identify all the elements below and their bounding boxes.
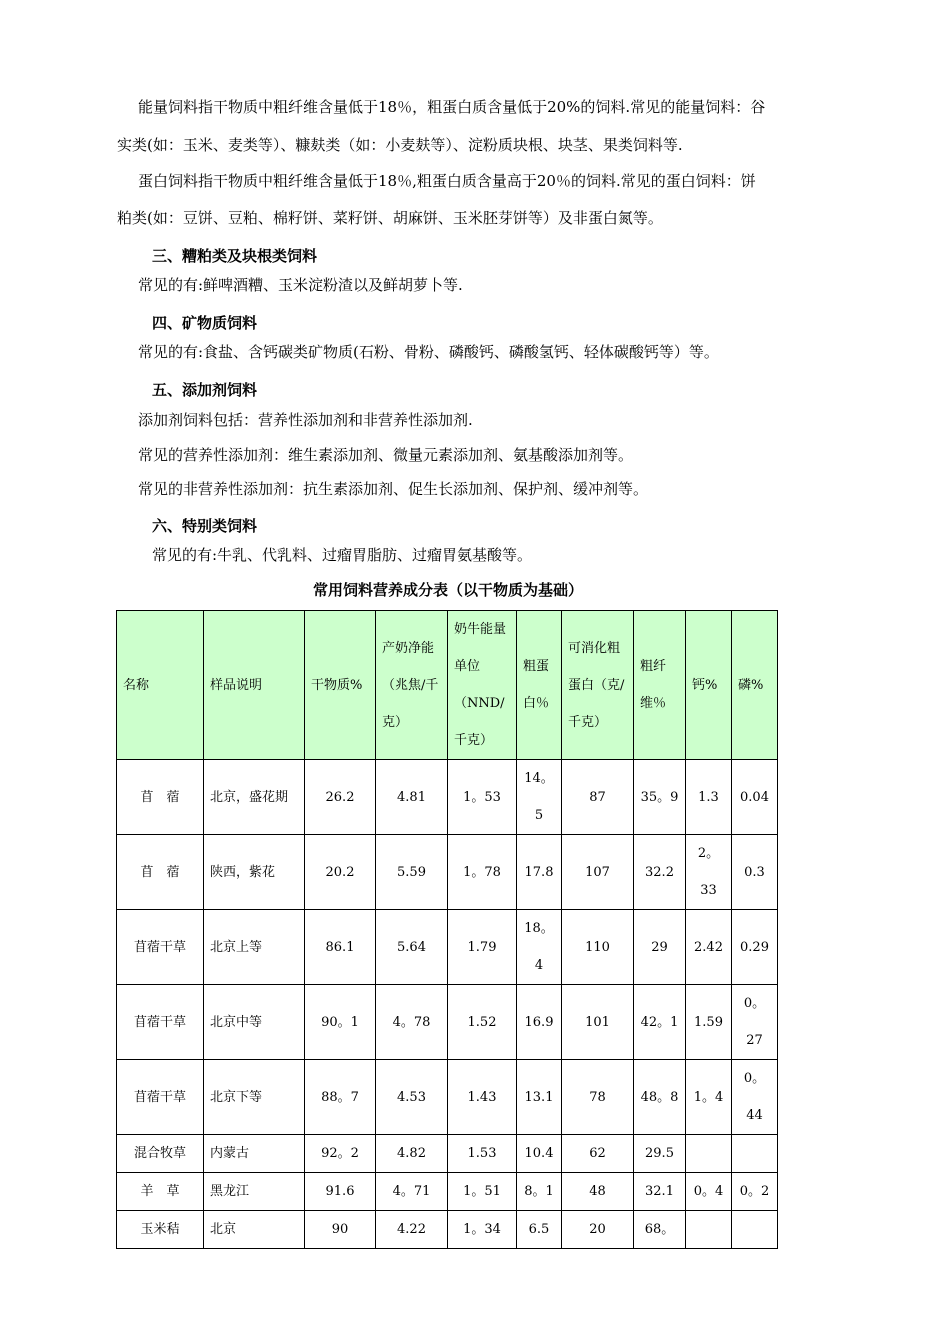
table-cell: 北京下等 [204, 1060, 305, 1135]
table-cell [732, 1211, 778, 1249]
table-cell: 黑龙江 [204, 1173, 305, 1211]
table-cell: 2.42 [686, 910, 732, 985]
table-cell: 6.5 [517, 1211, 562, 1249]
table-cell: 4.81 [376, 760, 448, 835]
table-cell: 4。71 [376, 1173, 448, 1211]
table-cell: 90。1 [305, 985, 376, 1060]
table-cell: 苜 蓿 [117, 835, 204, 910]
table-cell: 35。9 [634, 760, 686, 835]
table-cell: 91.6 [305, 1173, 376, 1211]
table-cell: 1.52 [448, 985, 517, 1060]
table-cell: 1.59 [686, 985, 732, 1060]
table-row [117, 760, 778, 835]
table-cell: 1。78 [448, 835, 517, 910]
feed-nutrition-table [116, 610, 778, 1249]
table-header-row [117, 611, 778, 760]
text-section-5a: 添加剂饲料包括：营养性添加剂和非营养性添加剂. [138, 411, 473, 429]
table-cell: 1。4 [686, 1060, 732, 1135]
header-cell: 可消化粗蛋白（克/千克） [562, 611, 634, 760]
table-row [117, 910, 778, 985]
table-cell: 87 [562, 760, 634, 835]
table-cell: 4.82 [376, 1135, 448, 1173]
table-row [117, 835, 778, 910]
table-cell: 1。51 [448, 1173, 517, 1211]
table-cell [686, 1211, 732, 1249]
table-cell: 20.2 [305, 835, 376, 910]
table-cell: 0。4 [686, 1173, 732, 1211]
table-cell: 玉米秸 [117, 1211, 204, 1249]
table-row [117, 1135, 778, 1173]
table-cell: 88。7 [305, 1060, 376, 1135]
table-cell: 0.04 [732, 760, 778, 835]
table-cell: 苜 蓿 [117, 760, 204, 835]
header-cell: 粗蛋白％ [517, 611, 562, 760]
table-cell: 10.4 [517, 1135, 562, 1173]
table-cell: 羊 草 [117, 1173, 204, 1211]
paragraph-energy-line1: 能量饲料指干物质中粗纤维含量低于18％，粗蛋白质含量低于20%的饲料.常见的能量饲料：谷 [138, 98, 766, 116]
table-cell: 内蒙古 [204, 1135, 305, 1173]
table-cell: 0。2 [732, 1173, 778, 1211]
table-cell: 17.8 [517, 835, 562, 910]
table-cell: 62 [562, 1135, 634, 1173]
table-cell: 78 [562, 1060, 634, 1135]
table-cell: 29 [634, 910, 686, 985]
table-cell: 42。1 [634, 985, 686, 1060]
table-cell: 13.1 [517, 1060, 562, 1135]
table-cell: 苜蓿干草 [117, 910, 204, 985]
table-cell: 29.5 [634, 1135, 686, 1173]
table-cell: 20 [562, 1211, 634, 1249]
paragraph-energy-line2: 实类(如：玉米、麦类等）、糠麸类（如：小麦麸等）、淀粉质块根、块茎、果类饲料等. [117, 136, 683, 154]
table-cell: 0。44 [732, 1060, 778, 1135]
header-cell: 磷% [732, 611, 778, 760]
table-cell: 苜蓿干草 [117, 985, 204, 1060]
table-cell: 48。8 [634, 1060, 686, 1135]
table-cell: 1.3 [686, 760, 732, 835]
table-cell: 1。53 [448, 760, 517, 835]
table-cell: 5.59 [376, 835, 448, 910]
header-cell: 样品说明 [204, 611, 305, 760]
table-row [117, 1173, 778, 1211]
table-cell: 1.43 [448, 1060, 517, 1135]
header-cell: 产奶净能（兆焦/千克） [376, 611, 448, 760]
text-section-5c: 常见的非营养性添加剂：抗生素添加剂、促生长添加剂、保护剂、缓冲剂等。 [138, 480, 649, 498]
table-cell: 混合牧草 [117, 1135, 204, 1173]
header-cell: 名称 [117, 611, 204, 760]
table-cell: 14。5 [517, 760, 562, 835]
text-section-6: 常见的有:牛乳、代乳料、过瘤胃脂肪、过瘤胃氨基酸等。 [152, 546, 533, 564]
table-cell: 32.1 [634, 1173, 686, 1211]
text-section-5b: 常见的营养性添加剂：维生素添加剂、微量元素添加剂、氨基酸添加剂等。 [138, 446, 634, 464]
table-cell: 1。34 [448, 1211, 517, 1249]
header-cell: 干物质% [305, 611, 376, 760]
table-cell: 1.79 [448, 910, 517, 985]
header-cell: 奶牛能量单位（NND/千克） [448, 611, 517, 760]
table-cell: 92。2 [305, 1135, 376, 1173]
text-section-3: 常见的有:鲜啤酒糟、玉米淀粉渣以及鲜胡萝卜等. [138, 276, 463, 294]
table-cell: 4.53 [376, 1060, 448, 1135]
table-cell: 4.22 [376, 1211, 448, 1249]
table-cell: 北京中等 [204, 985, 305, 1060]
table-cell: 18。4 [517, 910, 562, 985]
table-cell: 0。27 [732, 985, 778, 1060]
heading-section-4: 四、矿物质饲料 [152, 314, 258, 332]
table-row [117, 1211, 778, 1249]
table-cell: 北京，盛花期 [204, 760, 305, 835]
table-cell: 陕西，紫花 [204, 835, 305, 910]
heading-section-6: 六、特别类饲料 [152, 517, 258, 535]
paragraph-protein-line2: 粕类(如：豆饼、豆粕、棉籽饼、菜籽饼、胡麻饼、玉米胚芽饼等）及非蛋白氮等。 [117, 209, 663, 227]
table-cell: 0.3 [732, 835, 778, 910]
table-cell: 26.2 [305, 760, 376, 835]
heading-section-5: 五、添加剂饲料 [152, 381, 258, 399]
table-cell: 1.53 [448, 1135, 517, 1173]
table-cell [686, 1135, 732, 1173]
table-cell: 90 [305, 1211, 376, 1249]
table-cell [732, 1135, 778, 1173]
table-cell: 北京上等 [204, 910, 305, 985]
table-cell: 2。33 [686, 835, 732, 910]
table-cell: 48 [562, 1173, 634, 1211]
table-cell: 4。78 [376, 985, 448, 1060]
table-row [117, 1060, 778, 1135]
table-row [117, 985, 778, 1060]
table-cell: 0.29 [732, 910, 778, 985]
paragraph-protein-line1: 蛋白饲料指干物质中粗纤维含量低于18％,粗蛋白质含量高于20％的饲料.常见的蛋白饲料：饼 [138, 172, 756, 190]
table-cell: 110 [562, 910, 634, 985]
table-cell: 16.9 [517, 985, 562, 1060]
text-section-4: 常见的有:食盐、含钙碳类矿物质(石粉、骨粉、磷酸钙、磷酸氢钙、轻体碳酸钙等）等。 [138, 343, 719, 361]
table-cell: 86.1 [305, 910, 376, 985]
table-cell: 101 [562, 985, 634, 1060]
table-cell: 107 [562, 835, 634, 910]
header-cell: 钙% [686, 611, 732, 760]
table-cell: 北京 [204, 1211, 305, 1249]
table-caption: 常用饲料营养成分表（以干物质为基础） [312, 581, 583, 599]
header-cell: 粗纤维％ [634, 611, 686, 760]
table-cell: 68。 [634, 1211, 686, 1249]
table-cell: 32.2 [634, 835, 686, 910]
table-cell: 5.64 [376, 910, 448, 985]
heading-section-3: 三、糟粕类及块根类饲料 [152, 247, 318, 265]
table-cell: 8。1 [517, 1173, 562, 1211]
table-cell: 苜蓿干草 [117, 1060, 204, 1135]
